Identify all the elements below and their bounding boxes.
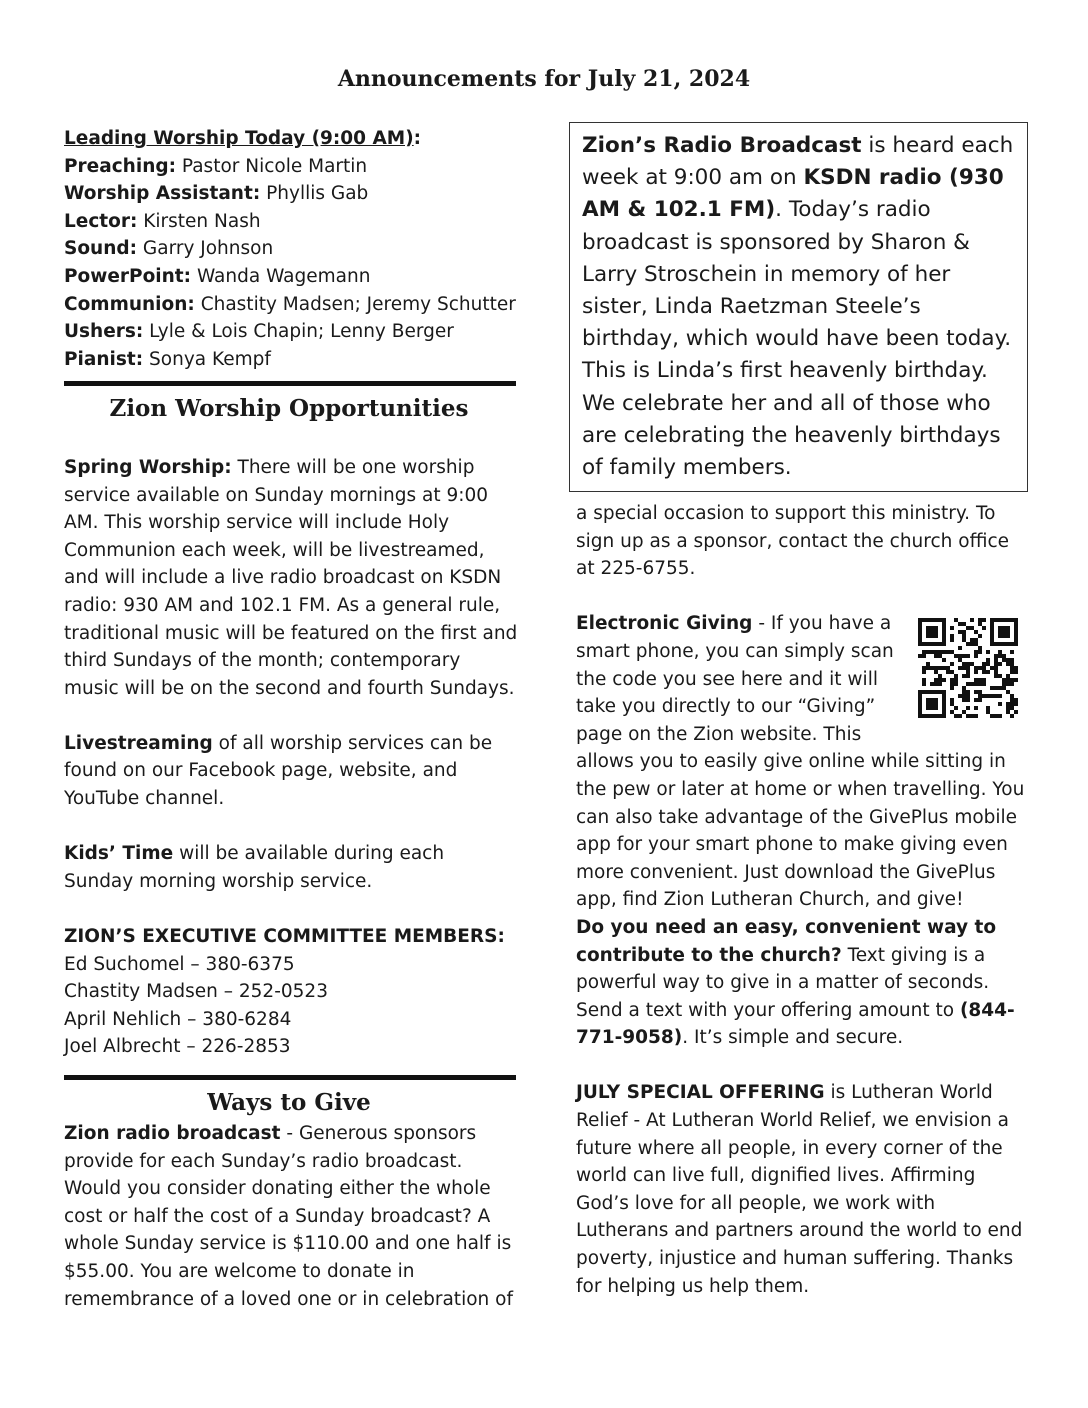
qr-code-graphic: [910, 618, 1026, 718]
ways-to-give-heading: Ways to Give: [207, 1089, 371, 1116]
role-line: Worship Assistant: Phyllis Gab: [64, 183, 369, 205]
qr-code-icon[interactable]: [910, 618, 1026, 718]
leading-heading: Leading Worship Today (9:00 AM):: [64, 128, 422, 149]
page-title: Announcements for July 21, 2024: [337, 66, 751, 92]
radio-sponsor-paragraph: Zion radio broadcast - Generous sponsors provide for each Sunday’s radio broadcast. Would you consider donating either the whole cost or half the cost of a Sunday broadcast? A whole Sunday service is $110.00 and one half is $55.00. You are welcome to donate in remembrance of a loved one or in celebration of: [64, 1123, 513, 1310]
electronic-giving-section: [576, 610, 1028, 1052]
right-column: [576, 500, 1028, 1300]
radio-broadcast-box: Zion’s Radio Broadcast is heard each week at 9:00 am on KSDN radio (930 AM & 102.1 FM). Today’s radio broadcast is sponsored by Sharon & Larry Stroschein in memory of her sister, Linda Raetzman Steele’s birthday, which would have been today. This is Linda’s first heavenly birthday. We celebrate her and all of those who are celebrating the heavenly birthdays of family members.: [569, 122, 1028, 492]
section-divider: [64, 381, 516, 386]
radio-sponsor-continued: a special occasion to support this ministry. To sign up as a sponsor, contact the church office at 225-6755.: [576, 503, 1010, 580]
committee-member: Chastity Madsen – 252-0523: [64, 981, 328, 1003]
leading-roles: [64, 153, 519, 374]
worship-heading: Zion Worship Opportunities: [109, 395, 469, 423]
spring-worship-paragraph: Spring Worship: There will be one worship service available on Sunday mornings at 9:00 AM. This worship service will include Holy Communion each week, will be livestreamed, and will include a live radio broadcast on KSDN radio: 930 AM and 102.1 FM. As a general rule, traditional music will be featured on the first and third Sundays of the month; contemporary music will be on the second and fourth Sundays.: [64, 456, 518, 699]
role-line: Pianist: Sonya Kempf: [64, 348, 271, 370]
role-line: Communion: Chastity Madsen; Jeremy Schutter: [64, 293, 516, 315]
electronic-giving-paragraph: Electronic Giving - If you have a smart phone, you can simply scan the code you see here and it will take you directly to our “Giving” page on the Zion website. This allows you to easily give online while sitting in the pew or later at home or when travelling. You can also take advantage of the GivePlus mobile app for your smart phone to make giving even more convenient. Just download the GivePlus app, find Zion Lutheran Church, and give!: [576, 613, 1025, 911]
section-divider: [64, 1075, 516, 1080]
role-line: Preaching: Pastor Nicole Martin: [64, 155, 368, 177]
role-line: PowerPoint: Wanda Wagemann: [64, 265, 371, 287]
livestreaming-paragraph: Livestreaming of all worship services can be found on our Facebook page, website, and YouTube channel.: [64, 732, 493, 810]
committee-member: April Nehlich – 380-6284: [64, 1008, 292, 1030]
kids-time-paragraph: Kids’ Time will be available during each Sunday morning worship service.: [64, 843, 445, 892]
text-giving-paragraph: Do you need an easy, convenient way to contribute to the church? Text giving is a powerful way to give in a matter of seconds. Send a text with your offering amount to (844-771-9058). It’s simple and secure.: [576, 916, 1015, 1049]
role-line: Ushers: Lyle & Lois Chapin; Lenny Berger: [64, 321, 454, 343]
committee-heading: ZION’S EXECUTIVE COMMITTEE MEMBERS:: [64, 926, 505, 948]
role-line: Sound: Garry Johnson: [64, 238, 274, 260]
committee-member: Ed Suchomel – 380-6375: [64, 953, 295, 975]
committee-member: Joel Albrecht – 226-2853: [64, 1036, 291, 1058]
role-line: Lector: Kirsten Nash: [64, 210, 261, 232]
july-offering-paragraph: JULY SPECIAL OFFERING is Lutheran World Relief - At Lutheran World Relief, we envision a future where all people, in every corner of the world can live full, dignified lives. Affirming God’s love for all people, we work with Lutherans and partners around the world to end poverty, injustice and human suffering. Thanks for helping us help them.: [576, 1082, 1023, 1297]
left-column: [64, 125, 519, 1313]
